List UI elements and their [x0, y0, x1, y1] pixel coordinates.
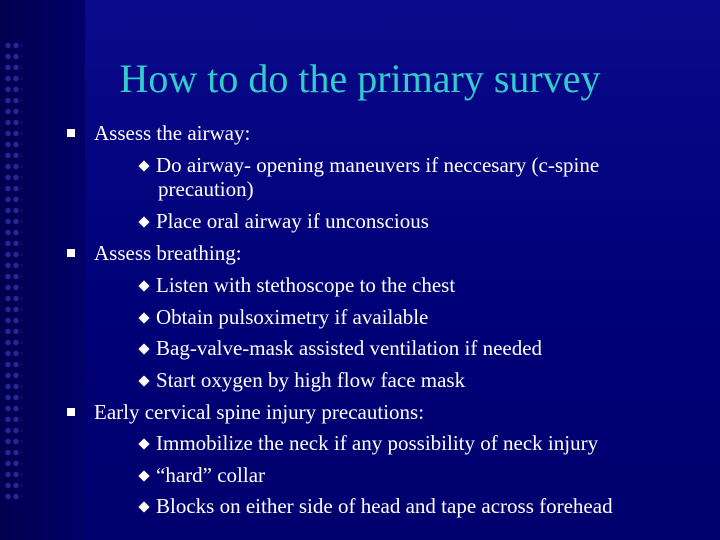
sub-bullet-immobilize-neck: Immobilize the neck if any possibility of neck injury: [138, 431, 598, 455]
bullet-assess-airway: Assess the airway:: [94, 121, 251, 145]
sub-bullet-stethoscope: Listen with stethoscope to the chest: [138, 273, 455, 297]
sub-bullet-bag-valve-mask: Bag-valve-mask assisted ventilation if needed: [138, 336, 542, 360]
sub-bullet-blocks-tape: Blocks on either side of head and tape across forehead: [138, 494, 613, 518]
sub-bullet-hard-collar: “hard” collar: [138, 463, 265, 487]
diamond-bullet-icon: [138, 376, 149, 387]
sub-bullet-airway-maneuvers-continued: precaution): [158, 177, 254, 201]
diamond-bullet-icon: [138, 281, 149, 292]
diamond-bullet-icon: [138, 161, 149, 172]
decorative-dot-pattern: [4, 40, 22, 500]
sub-bullet-oxygen: Start oxygen by high flow face mask: [138, 368, 465, 392]
square-bullet-icon: [67, 249, 75, 257]
slide-title: How to do the primary survey: [119, 56, 601, 101]
sub-bullet-pulsoximetry: Obtain pulsoximetry if available: [138, 305, 428, 329]
square-bullet-icon: [67, 129, 75, 137]
square-bullet-icon: [67, 408, 75, 416]
diamond-bullet-icon: [138, 439, 149, 450]
diamond-bullet-icon: [138, 313, 149, 324]
diamond-bullet-icon: [138, 471, 149, 482]
sub-bullet-airway-maneuvers: Do airway- opening maneuvers if neccesary (c-spine: [138, 153, 599, 177]
bullet-cervical-spine: Early cervical spine injury precautions:: [94, 400, 425, 424]
diamond-bullet-icon: [138, 217, 149, 228]
sub-bullet-oral-airway: Place oral airway if unconscious: [138, 209, 429, 233]
bullet-assess-breathing: Assess breathing:: [94, 241, 242, 265]
diamond-bullet-icon: [138, 344, 149, 355]
diamond-bullet-icon: [138, 502, 149, 513]
